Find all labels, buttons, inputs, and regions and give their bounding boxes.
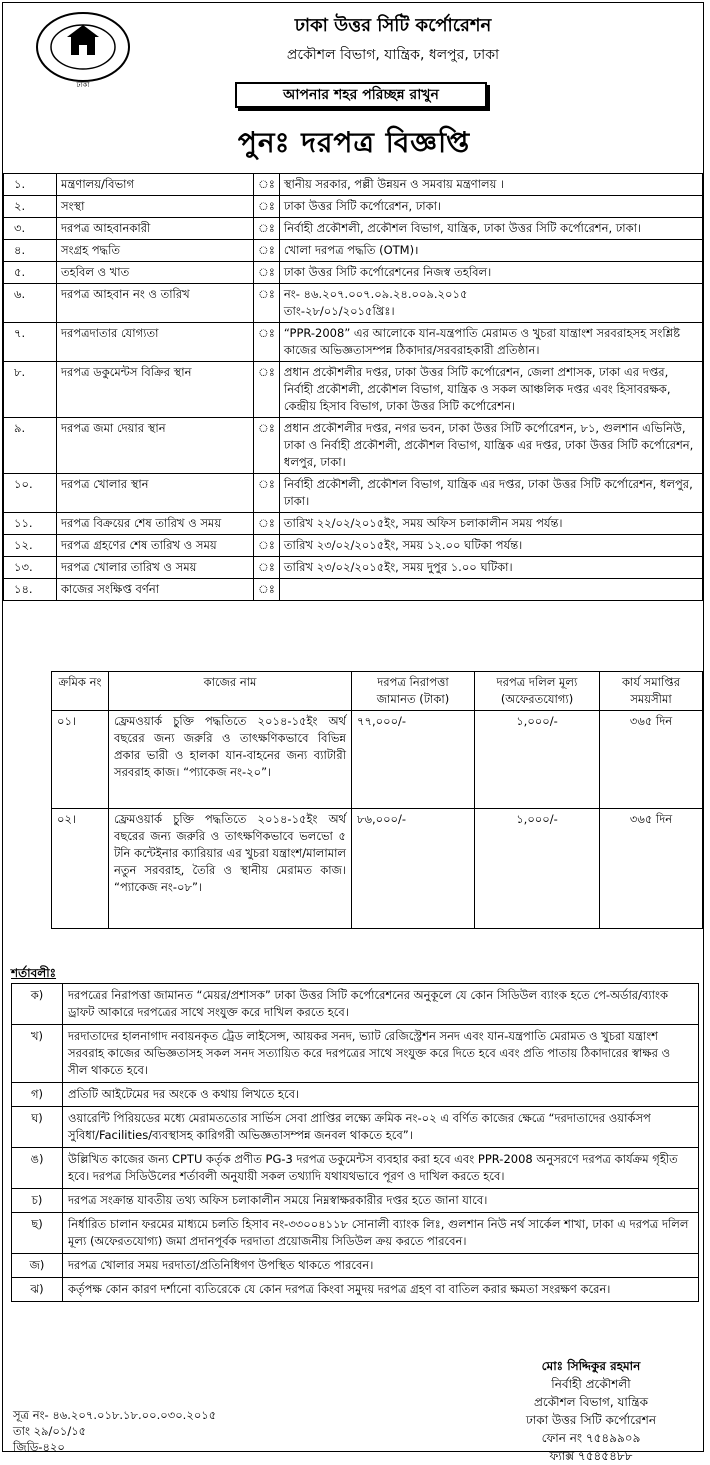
info-value: তারিখ ২৩/০২/২০১৫ইং, সময় দুপুর ১.০০ ঘটিকা। (283, 560, 513, 574)
fax-number: ফ্যাক্স ৭৫৪৫৪৮৮ (549, 1449, 633, 1463)
term-row (12, 1107, 699, 1148)
info-number: ১. (4, 174, 57, 196)
info-label: দরপত্র আহবান নং ও তারিখ (57, 284, 254, 323)
terms-heading: শর্তাবলীঃ (11, 966, 57, 980)
term-text: নির্ধারিত চালান ফরমের মাধ্যমে চলতি হিসাব নং-৩৩০০৪১১৮ সোনালী ব্যাংক লিঃ, গুলশান নিউ নর্থ সার্কেল শাখা, ঢাকা এ দরপত্র দলিল মূল্য (অফেরতযোগ্য) জমা প্রদানপূর্বক দরদাতা প্রয়োজনীয় সিডিউল ক্রয় করতে পারবেন। (63, 1213, 699, 1254)
info-number: ২. (4, 196, 57, 218)
info-value: প্রধান প্রকৌশলীর দপ্তর, নগর ভবন, ঢাকা উত্তর সিটি কর্পোরেশন, ৮১, গুলশান এভিনিউ, ঢাকা ও নির্বাহী প্রকৌশলী, প্রকৌশল বিভাগ, যান্ত্রিক এর দপ্তর, ঢাকা উত্তর সিটি কর্পোরেশন, ধলপুর, ঢাকা। (283, 421, 694, 469)
item-name: ফ্রেমওয়ার্ক চুক্তি পদ্ধতিতে ২০১৪-১৫ইং অর্থ বছরের জন্য জরুরি ও তাৎক্ষণিকভাবে ভলভো ৫ টনি কন্টেইনার ক্যারিয়ার এর খুচরা যন্ত্রাংশ/মালামাল নতুন সরবরাহ, তৈরি ও স্থানীয় মেরামত কাজ। “প্যাকেজ নং-০৮”। (109, 809, 352, 929)
info-colon: ঃ (254, 579, 280, 601)
notice-title: পুনঃ দরপত্র বিজ্ঞপ্তি (237, 126, 471, 159)
info-value: ঢাকা উত্তর সিটি কর্পোরেশনের নিজস্ব তহবিল। (283, 265, 492, 279)
item-duration: ৩৬৫ দিন (600, 711, 703, 809)
item-doc-price: ১,০০০/- (475, 711, 600, 809)
info-value: নির্বাহী প্রকৌশলী, প্রকৌশল বিভাগ, যান্ত্রিক এর দপ্তর, ঢাকা উত্তর সিটি কর্পোরেশন, ধলপুর, ঢাকা। (283, 477, 693, 508)
info-row (4, 418, 703, 474)
info-label: মন্ত্রণালয়/বিভাগ (57, 174, 254, 196)
item-security: ৭৭,০০০/- (352, 711, 475, 809)
info-colon: ঃ (254, 262, 280, 284)
info-value-cell (279, 323, 702, 362)
term-key: ঙ) (12, 1148, 63, 1189)
term-key: খ) (12, 1025, 63, 1083)
info-label: দরপত্র জমা দেয়ার স্থান (57, 418, 254, 474)
term-row (12, 1083, 699, 1107)
info-number: ৪. (4, 240, 57, 262)
info-colon: ঃ (254, 474, 280, 513)
info-colon: ঃ (254, 323, 280, 362)
info-label: দরপত্র খোলার তারিখ ও সময় (57, 557, 254, 579)
info-row (4, 579, 703, 601)
svg-text:ঢাকা: ঢাকা (76, 81, 90, 89)
term-row (12, 1148, 699, 1189)
info-value: ঢাকা উত্তর সিটি কর্পোরেশন, ঢাকা। (283, 199, 442, 213)
info-row (4, 535, 703, 557)
signatory-department: প্রকৌশল বিভাগ, যান্ত্রিক (533, 1395, 649, 1409)
info-row (4, 284, 703, 323)
info-number: ৩. (4, 218, 57, 240)
work-table-header (52, 672, 703, 711)
info-label: তহবিল ও খাত (57, 262, 254, 284)
info-value: নং- ৪৬.২০৭.০০৭.০৯.২৪.০০৯.২০১৫ (283, 287, 468, 301)
signatory-name: মোঃ সিদ্দিকুর রহমান (541, 1359, 641, 1373)
info-number: ৬. (4, 284, 57, 323)
signatory-designation: নির্বাহী প্রকৌশলী (551, 1377, 631, 1391)
info-label: দরপত্র গ্রহণের শেষ তারিখ ও সময় (57, 535, 254, 557)
info-label: দরপত্র ডকুমেন্টস বিক্রির স্থান (57, 362, 254, 418)
info-value-cell (279, 513, 702, 535)
info-row (4, 323, 703, 362)
info-colon: ঃ (254, 218, 280, 240)
term-text: দরপত্র সংক্রান্ত যাবতীয় তথ্য অফিস চলাকালীন সময়ে নিম্নস্বাক্ষরকারীর দপ্তর হতে জানা যাবে। (63, 1189, 699, 1213)
info-value-cell (279, 474, 702, 513)
term-row (12, 984, 699, 1025)
info-value-cell (279, 418, 702, 474)
info-row (4, 262, 703, 284)
info-value: প্রধান প্রকৌশলীর দপ্তর, ঢাকা উত্তর সিটি কর্পোরেশন, জেলা প্রশাসক, ঢাকা এর দপ্তর, নির্বাহী প্রকৌশলী, প্রকৌশল বিভাগ, যান্ত্রিক ও সকল আঞ্চলিক দপ্তর এবং হিসাবরক্ষক, কেন্দ্রীয় হিসাব বিভাগ, ঢাকা উত্তর সিটি কর্পোরেশন। (283, 365, 671, 413)
info-colon: ঃ (254, 284, 280, 323)
info-row (4, 174, 703, 196)
col-doc-price: দরপত্র দলিল মূল্য (অফেরতযোগ্য) (475, 672, 600, 711)
info-value: তারিখ ২৩/০২/২০১৫ইং, সময় ১২.০০ ঘটিকা পর্যন্ত। (283, 538, 523, 552)
info-colon: ঃ (254, 196, 280, 218)
info-value-cell (279, 284, 702, 323)
info-value-cell (279, 174, 702, 196)
info-value-cell (279, 240, 702, 262)
info-row (4, 474, 703, 513)
info-value: “PPR-2008” এর আলোকে যান-যন্ত্রপাতি মেরামত ও খুচরা যান্ত্রাংশ সরবরাহসহ সংশ্লিষ্ট কাজের অভিজ্ঞতাসম্পন্ন ঠিকাদার/সরবরাহকারী প্রতিষ্ঠান। (283, 326, 681, 357)
info-label: সংস্থা (57, 196, 254, 218)
info-number: ১৪. (4, 579, 57, 601)
terms-table (11, 983, 699, 1302)
term-row (12, 1254, 699, 1278)
info-value: নির্বাহী প্রকৌশলী, প্রকৌশল বিভাগ, যান্ত্রিক, ঢাকা উত্তর সিটি কর্পোরেশন, ঢাকা। (283, 221, 642, 235)
work-item-row (52, 809, 703, 929)
col-duration: কার্য সমাপ্তির সময়সীমা (600, 672, 703, 711)
info-value: তারিখ ২২/০২/২০১৫ইং, সময় অফিস চলাকালীন সময় পর্যন্ত। (283, 516, 563, 530)
term-text: কর্তৃপক্ষ কোন কারণ দর্শানো ব্যতিরেকে যে কোন দরপত্র কিংবা সমুদয় দরপত্র গ্রহণ বা বাতিল করার ক্ষমতা সংরক্ষণ করেন। (63, 1278, 699, 1302)
item-duration: ৩৬৫ দিন (600, 809, 703, 929)
info-row (4, 362, 703, 418)
tender-info-table (3, 173, 703, 601)
info-value-cell (279, 362, 702, 418)
city-corporation-seal-icon (31, 9, 135, 89)
item-serial: ০১। (52, 711, 109, 809)
info-colon: ঃ (254, 240, 280, 262)
memo-date: তাং ২৯/০১/১৫ (13, 1424, 87, 1438)
info-number: ১৩. (4, 557, 57, 579)
info-colon: ঃ (254, 513, 280, 535)
signatory-organization: ঢাকা উত্তর সিটি কর্পোরেশন (526, 1413, 656, 1427)
info-number: ৯. (4, 418, 57, 474)
department-line: প্রকৌশল বিভাগ, যান্ত্রিক, ধলপুর, ঢাকা (286, 47, 500, 63)
term-key: গ) (12, 1083, 63, 1107)
info-number: ৭. (4, 323, 57, 362)
col-security: দরপত্র নিরাপত্তা জামানত (টাকা) (352, 672, 475, 711)
info-label: দরপত্রদাতার যোগ্যতা (57, 323, 254, 362)
term-text: উল্লিখিত কাজের জন্য CPTU কর্তৃক প্রণীত PG-3 দরপত্র ডকুমেন্টস ব্যবহার করা হবে এবং PPR-2008 অনুসরণে দরপত্র কার্যক্রম গৃহীত হবে। দরপত্র সিডিউলের শর্তাবলী অনুযায়ী সকল তথ্যাদি যথাযথভাবে পূরণ ও দাখিল করতে হবে। (63, 1148, 699, 1189)
info-colon: ঃ (254, 418, 280, 474)
info-label: দরপত্র আহবানকারী (57, 218, 254, 240)
term-text: দরদাতাদের হালনাগাদ নবায়নকৃত ট্রেড লাইসেন্স, আয়কর সনদ, ভ্যাট রেজিস্ট্রেশন সনদ এবং যান-যন্ত্রপাতি মেরামত ও খুচরা যন্ত্রাংশ সরবরাহ কাজের অভিজ্ঞতাসহ সকল সনদ সত্যায়িত করে দরপত্রের সাথে সংযুক্ত করে দিতে হবে এবং প্রতি পাতায় ঠিকাদারের স্বাক্ষর ও সীল থাকতে হবে। (63, 1025, 699, 1083)
info-row (4, 196, 703, 218)
item-serial: ০২। (52, 809, 109, 929)
info-number: ৮. (4, 362, 57, 418)
col-work-name: কাজের নাম (109, 672, 352, 711)
term-row (12, 1213, 699, 1254)
col-serial: ক্রমিক নং (52, 672, 109, 711)
tender-notice-page (2, 2, 704, 1463)
term-row (12, 1025, 699, 1083)
term-text: ওয়ারেন্টি পিরিয়ডের মধ্যে মেরামততোর সার্ভিস সেবা প্রাপ্তির লক্ষ্যে ক্রমিক নং-০২ এ বর্ণিত কাজের ক্ষেত্রে “দরদাতাদের ওয়ার্কসপ সুবিধা/Facilities/ব্যবস্থাসহ কারিগরী অভিজ্ঞতাসম্পন্ন জনবল থাকতে হবে”। (63, 1107, 699, 1148)
phone-number: ফোন নং ৭৫৪৯৯০৯ (541, 1431, 641, 1445)
work-item-row (52, 711, 703, 809)
info-colon: ঃ (254, 174, 280, 196)
item-name: ফ্রেমওয়ার্ক চুক্তি পদ্ধতিতে ২০১৪-১৫ইং অর্থ বছরের জন্য জরুরি ও তাৎক্ষণিকভাবে বিভিন্ন প্রকার ভারী ও হালকা যান-বাহনের জন্য ব্যাটারী সরবরাহ কাজ। “প্যাকেজ নং-২০”। (109, 711, 352, 809)
term-row (12, 1278, 699, 1302)
term-text: দরপত্র খোলার সময় দরদাতা/প্রতিনিধিগণ উপস্থিত থাকতে পারবেন। (63, 1254, 699, 1278)
info-row (4, 240, 703, 262)
info-number: ১২. (4, 535, 57, 557)
info-value-cell (279, 218, 702, 240)
term-key: জ) (12, 1254, 63, 1278)
info-label: দরপত্র বিক্রয়ের শেষ তারিখ ও সময় (57, 513, 254, 535)
info-value: স্থানীয় সরকার, পল্লী উন্নয়ন ও সমবায় মন্ত্রণালয় । (283, 177, 505, 191)
info-value-cell (279, 262, 702, 284)
term-text: প্রতিটি আইটেমের দর অংকে ও কথায় লিখতে হবে। (63, 1083, 699, 1107)
info-number: ৫. (4, 262, 57, 284)
info-value-cell (279, 535, 702, 557)
reference-block (13, 1407, 216, 1455)
info-row (4, 218, 703, 240)
info-number: ১১. (4, 513, 57, 535)
info-row (4, 513, 703, 535)
work-items-table (51, 671, 703, 929)
info-value-cell (279, 196, 702, 218)
signature-block (491, 1357, 691, 1465)
info-value-cell (279, 579, 702, 601)
info-value-cell (279, 557, 702, 579)
organization-name: ঢাকা উত্তর সিটি কর্পোরেশন (294, 15, 492, 36)
info-label: সংগ্রহ পদ্ধতি (57, 240, 254, 262)
info-value-date: তাং-২৮/০১/২০১৫খ্রিঃ। (283, 304, 395, 318)
term-key: ছ) (12, 1213, 63, 1254)
slogan-box: আপনার শহর পরিচ্ছন্ন রাখুন (235, 82, 487, 108)
term-row (12, 1189, 699, 1213)
info-number: ১০. (4, 474, 57, 513)
info-value: খোলা দরপত্র পদ্ধতি (OTM)। (283, 243, 419, 257)
info-label: দরপত্র খোলার স্থান (57, 474, 254, 513)
term-text: দরপত্রের নিরাপত্তা জামানত “মেয়র/প্রশাসক” ঢাকা উত্তর সিটি কর্পোরেশনের অনুকূলে যে কোন সিডিউল ব্যাংক হতে পে-অর্ডার/ব্যাংক ড্রাফট আকারে দরপত্রের সাথে সংযুক্ত করে দাখিল করতে হবে। (63, 984, 699, 1025)
dfp-number: জিডি-৪২০ (13, 1440, 65, 1454)
memo-number: সূত্র নং- ৪৬.২০৭.০১৮.১৮.০০.০৩০.২০১৫ (13, 1408, 217, 1422)
term-key: চ) (12, 1189, 63, 1213)
info-label: কাজের সংক্ষিপ্ত বর্ণনা (57, 579, 254, 601)
item-security: ৮৬,০০০/- (352, 809, 475, 929)
term-key: ঘ) (12, 1107, 63, 1148)
term-key: ঝ) (12, 1278, 63, 1302)
term-key: ক) (12, 984, 63, 1025)
info-colon: ঃ (254, 557, 280, 579)
info-row (4, 557, 703, 579)
info-colon: ঃ (254, 362, 280, 418)
item-doc-price: ১,০০০/- (475, 809, 600, 929)
info-colon: ঃ (254, 535, 280, 557)
